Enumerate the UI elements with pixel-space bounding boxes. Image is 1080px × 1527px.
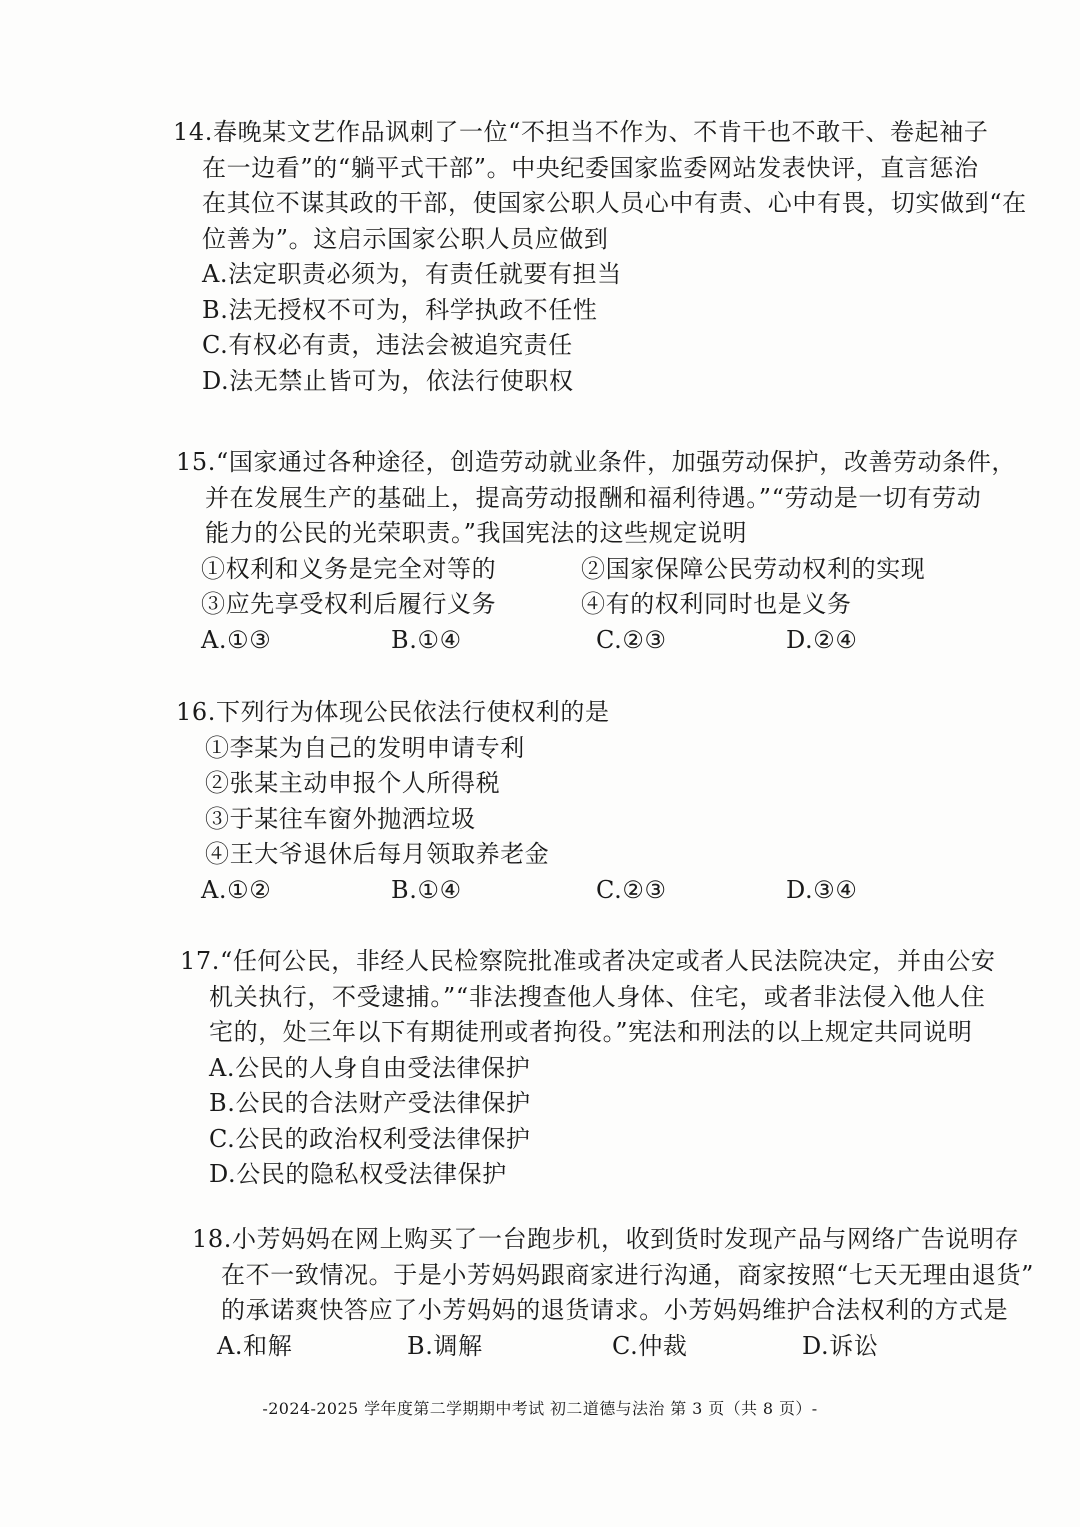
question-stem-line: 在不一致情况。于是小芳妈妈跟商家进行沟通，商家按照“七天无理由退货” xyxy=(221,1260,1034,1289)
statement-list xyxy=(176,552,1016,623)
option-d: D.②④ xyxy=(786,625,858,654)
option-a: A.①③ xyxy=(201,625,272,654)
page-footer: -2024-2025 学年度第二学期期中考试 初二道德与法治 第 3 页（共 8 页）- xyxy=(262,1399,818,1418)
question-stem-line: 位善为”。这启示国家公职人员应做到 xyxy=(202,224,609,253)
option-b: B.公民的合法财产受法律保护 xyxy=(209,1089,531,1117)
option-row xyxy=(176,873,976,909)
question-stem-line: 17.“任何公民，非经人民检察院批准或者决定或者人民法院决定，并由公安 xyxy=(180,947,996,975)
question-17 xyxy=(180,944,995,1193)
question-15 xyxy=(176,445,1016,658)
option-d: D.法无禁止皆可为，依法行使职权 xyxy=(202,366,574,395)
option-b: B.①④ xyxy=(391,625,462,654)
option-d: D.诉讼 xyxy=(802,1331,879,1360)
question-16 xyxy=(176,695,976,908)
statement-item: ③应先享受权利后履行义务 xyxy=(201,590,497,618)
statement-item: ④有的权利同时也是义务 xyxy=(581,590,852,618)
question-stem-line: 宅的，处三年以下有期徒刑或者拘役。”宪法和刑法的以上规定共同说明 xyxy=(209,1018,973,1046)
option-a: A.法定职责必须为，有责任就要有担当 xyxy=(202,260,622,288)
question-stem-line: 并在发展生产的基础上，提高劳动报酬和福利待遇。”“劳动是一切有劳动 xyxy=(205,483,982,512)
option-c: C.公民的政治权利受法律保护 xyxy=(209,1124,531,1153)
option-a: A.①② xyxy=(201,875,272,904)
option-row xyxy=(176,623,1016,659)
question-18 xyxy=(192,1222,1034,1364)
question-stem-line: 能力的公民的光荣职责。”我国宪法的这些规定说明 xyxy=(205,519,748,547)
question-stem-line: 的承诺爽快答应了小芳妈妈的退货请求。小芳妈妈维护合法权利的方式是 xyxy=(221,1296,1009,1324)
option-d: D.③④ xyxy=(786,875,858,904)
question-stem-line: 15.“国家通过各种途径，创造劳动就业条件，加强劳动保护，改善劳动条件， xyxy=(176,448,1017,476)
question-stem-line: 在其位不谋其政的干部，使国家公职人员心中有责、心中有畏，切实做到“在 xyxy=(202,189,1027,217)
option-a: A.公民的人身自由受法律保护 xyxy=(209,1053,531,1082)
option-b: B.法无授权不可为，科学执政不任性 xyxy=(202,295,598,324)
option-c: C.②③ xyxy=(596,625,667,654)
statement-item: ②张某主动申报个人所得税 xyxy=(205,769,501,797)
option-c: C.有权必有责，违法会被追究责任 xyxy=(202,331,573,359)
option-row xyxy=(192,1329,1034,1365)
option-c: C.②③ xyxy=(596,875,667,904)
option-d: D.公民的隐私权受法律保护 xyxy=(209,1160,507,1188)
option-b: B.调解 xyxy=(407,1331,483,1360)
question-stem-line: 14.春晚某文艺作品讽刺了一位“不担当不作为、不肯干也不敢干、卷起袖子 xyxy=(173,118,989,146)
statement-item: ④王大爷退休后每月领取养老金 xyxy=(205,840,550,868)
question-stem-line: 16.下列行为体现公民依法行使权利的是 xyxy=(176,698,610,726)
option-c: C.仲裁 xyxy=(612,1331,688,1360)
option-b: B.①④ xyxy=(391,875,462,904)
statement-item: ①李某为自己的发明申请专利 xyxy=(205,733,525,762)
question-stem-line: 机关执行，不受逮捕。”“非法搜查他人身体、住宅，或者非法侵入他人住 xyxy=(209,982,986,1011)
question-14 xyxy=(173,115,1027,399)
statement-item: ②国家保障公民劳动权利的实现 xyxy=(581,554,926,583)
statement-item: ①权利和义务是完全对等的 xyxy=(201,554,497,583)
option-a: A.和解 xyxy=(217,1331,293,1360)
statement-item: ③于某往车窗外抛洒垃圾 xyxy=(205,804,476,833)
question-stem-line: 在一边看”的“躺平式干部”。中央纪委国家监委网站发表快评，直言惩治 xyxy=(202,153,979,182)
question-stem-line: 18.小芳妈妈在网上购买了一台跑步机，收到货时发现产品与网络广告说明存 xyxy=(192,1225,1020,1253)
